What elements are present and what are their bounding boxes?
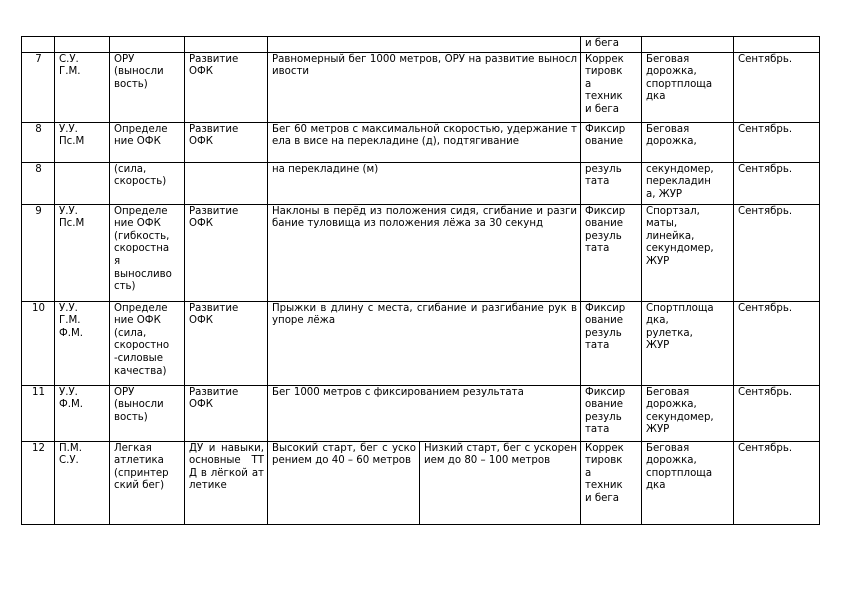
lesson-number: 8 <box>22 162 55 204</box>
content-cell: Прыжки в длину с места, сгибание и разгибание рук в упоре лёжа <box>268 301 581 385</box>
task-cell: Развитие ОФК <box>185 385 268 441</box>
task-cell: Развитие ОФК <box>185 122 268 162</box>
method-cell: Фиксир ование <box>581 122 642 162</box>
section-cell: ОРУ (выносли вость) <box>110 385 185 441</box>
month-cell <box>734 37 820 53</box>
content-cell: Равномерный бег 1000 метров, ОРУ на развитие выносливости <box>268 52 581 122</box>
month-cell: Сентябрь. <box>734 385 820 441</box>
method-cell: резуль тата <box>581 162 642 204</box>
equipment-cell: Беговая дорожка, спортплоща дка <box>642 441 734 524</box>
task-cell <box>185 37 268 53</box>
task-cell: Развитие ОФК <box>185 301 268 385</box>
lesson-number: 7 <box>22 52 55 122</box>
teacher-initials: У.У. Ф.М. <box>55 385 110 441</box>
teacher-initials: У.У. Пс.М <box>55 122 110 162</box>
table-row <box>22 37 820 53</box>
lesson-number: 8 <box>22 122 55 162</box>
section-cell: (сила, скорость) <box>110 162 185 204</box>
content-cell: Бег 60 метров с максимальной скоростью, удержание тела в висе на перекладине (д), подтягивание <box>268 122 581 162</box>
month-cell: Сентябрь. <box>734 441 820 524</box>
section-cell: Определе ние ОФК (гибкость, скоростна я выносливо сть) <box>110 204 185 301</box>
lesson-number: 10 <box>22 301 55 385</box>
teacher-initials <box>55 162 110 204</box>
section-cell: Легкая атлетика (спринтер ский бег) <box>110 441 185 524</box>
equipment-cell: Спортплоща дка, рулетка, ЖУР <box>642 301 734 385</box>
month-cell: Сентябрь. <box>734 122 820 162</box>
content-cell: Наклоны в перёд из положения сидя, сгибание и разгибание туловища из положения лёжа за 30 секунд <box>268 204 581 301</box>
method-cell: и бега <box>581 37 642 53</box>
method-cell: Коррек тировк а техник и бега <box>581 52 642 122</box>
table-row <box>22 162 820 204</box>
table-row <box>22 385 820 441</box>
equipment-cell: Спортзал, маты, линейка, секундомер, ЖУР <box>642 204 734 301</box>
equipment-cell: Беговая дорожка, секундомер, ЖУР <box>642 385 734 441</box>
section-cell: Определе ние ОФК (сила, скоростно -силовые качества) <box>110 301 185 385</box>
lesson-number: 11 <box>22 385 55 441</box>
equipment-cell: Беговая дорожка, <box>642 122 734 162</box>
section-cell: ОРУ (выносли вость) <box>110 52 185 122</box>
content-cell <box>268 37 581 53</box>
month-cell: Сентябрь. <box>734 204 820 301</box>
table-row <box>22 441 820 524</box>
section-cell <box>110 37 185 53</box>
method-cell: Коррек тировк а техник и бега <box>581 441 642 524</box>
training-plan-table <box>21 36 820 525</box>
task-cell: Развитие ОФК <box>185 52 268 122</box>
method-cell: Фиксир ование резуль тата <box>581 301 642 385</box>
task-cell <box>185 162 268 204</box>
task-cell: Развитие ОФК <box>185 204 268 301</box>
content-cell: Бег 1000 метров с фиксированием результата <box>268 385 581 441</box>
table-row <box>22 122 820 162</box>
equipment-cell: Беговая дорожка, спортплоща дка <box>642 52 734 122</box>
equipment-cell: секундомер, перекладин а, ЖУР <box>642 162 734 204</box>
section-cell: Определе ние ОФК <box>110 122 185 162</box>
teacher-initials: У.У. Г.М. Ф.М. <box>55 301 110 385</box>
method-cell: Фиксир ование резуль тата <box>581 204 642 301</box>
method-cell: Фиксир ование резуль тата <box>581 385 642 441</box>
teacher-initials <box>55 37 110 53</box>
content-cell-high-start: Высокий старт, бег с ускорением до 40 – 60 метров <box>268 441 420 524</box>
month-cell: Сентябрь. <box>734 162 820 204</box>
content-cell-low-start: Низкий старт, бег с ускорением до 80 – 100 метров <box>420 441 581 524</box>
table-row <box>22 204 820 301</box>
lesson-number <box>22 37 55 53</box>
table-row <box>22 52 820 122</box>
content-cell: на перекладине (м) <box>268 162 581 204</box>
month-cell: Сентябрь. <box>734 301 820 385</box>
month-cell: Сентябрь. <box>734 52 820 122</box>
table-row <box>22 301 820 385</box>
task-cell: ДУ и навыки, основные ТТД в лёгкой атлетике <box>185 441 268 524</box>
lesson-number: 9 <box>22 204 55 301</box>
teacher-initials: С.У. Г.М. <box>55 52 110 122</box>
lesson-number: 12 <box>22 441 55 524</box>
teacher-initials: П.М. С.У. <box>55 441 110 524</box>
teacher-initials: У.У. Пс.М <box>55 204 110 301</box>
equipment-cell <box>642 37 734 53</box>
